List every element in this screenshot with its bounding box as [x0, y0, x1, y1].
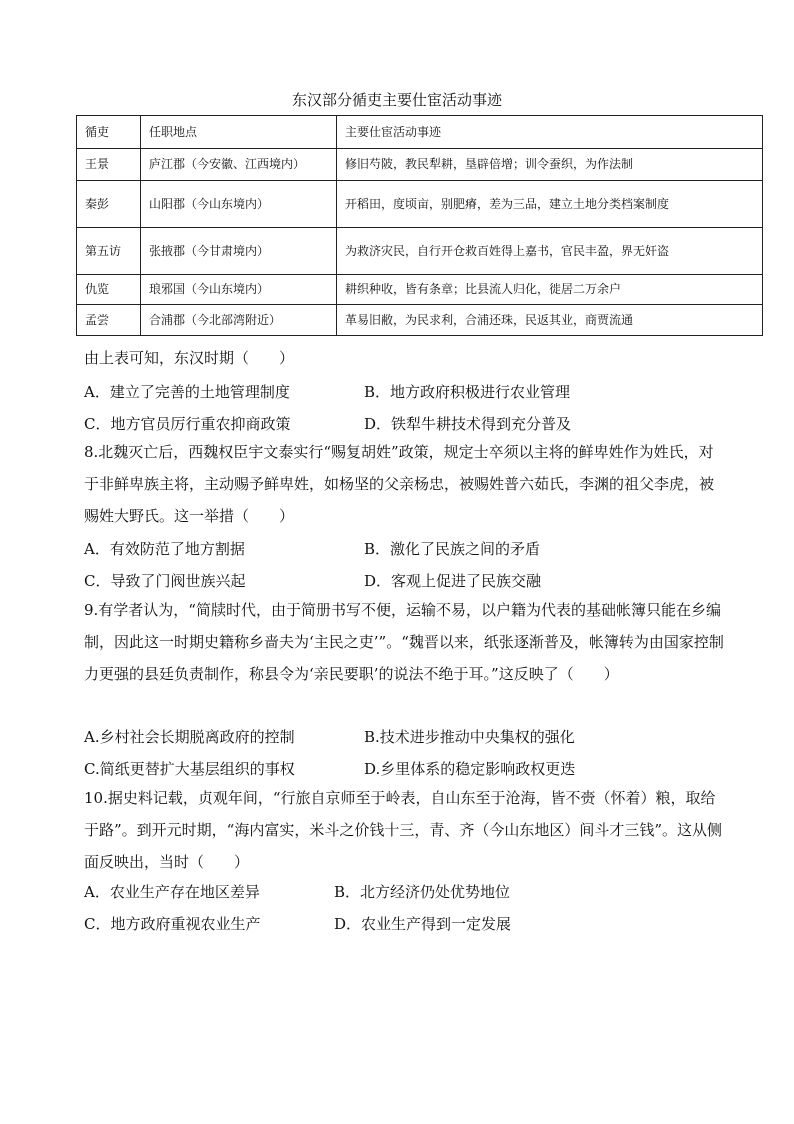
header-official: 循吏 — [77, 116, 141, 149]
q9-option-a[interactable]: A.乡村社会长期脱离政府的控制 — [84, 728, 295, 746]
q10-option-b[interactable]: B．北方经济仍处优势地位 — [334, 883, 511, 901]
q9-stem: 9.有学者认为，“简牍时代，由于简册书写不便，运输不易，以户籍为代表的基础帐簿只能在乡编制，因此这一时期史籍称乡啬夫为‘主民之吏’”。“魏晋以来，纸张逐渐普及，帐簿转为由国家控制力更强的县廷负责制作，称县令为‘亲民要职’的说法不绝于耳。”这反映了（ ） — [84, 601, 724, 683]
official-location: 合浦郡（今北部湾附近） — [141, 305, 337, 336]
q7-option-d[interactable]: D．铁犁牛耕技术得到充分普及 — [364, 415, 572, 433]
header-location: 任职地点 — [141, 116, 337, 149]
q10-option-a[interactable]: A．农业生产存在地区差异 — [84, 883, 260, 901]
table-row — [77, 149, 763, 181]
official-deeds: 耕织种收，皆有条章；比县流人归化，徙居二万余户 — [337, 275, 763, 305]
official-location: 山阳郡（今山东境内） — [141, 181, 337, 228]
q8-option-a[interactable]: A．有效防范了地方割据 — [84, 540, 245, 558]
q10-option-c[interactable]: C．地方政府重视农业生产 — [84, 915, 261, 933]
q8-option-c[interactable]: C．导致了门阀世族兴起 — [84, 572, 246, 590]
q9-option-d[interactable]: D.乡里体系的稳定影响政权更迭 — [364, 760, 576, 778]
official-name: 秦彭 — [77, 181, 141, 228]
official-name: 第五访 — [77, 228, 141, 275]
q9-option-c[interactable]: C.简纸更替扩大基层组织的事权 — [84, 760, 295, 778]
table-header-row — [77, 116, 763, 149]
official-deeds: 修旧芍陂，教民犁耕，垦辟倍增；训令蚕织，为作法制 — [337, 149, 763, 181]
official-name: 孟尝 — [77, 305, 141, 336]
official-location: 庐江郡（今安徽、江西境内） — [141, 149, 337, 181]
table-title: 东汉部分循吏主要仕宦活动事迹 — [291, 91, 502, 109]
officials-table — [76, 115, 763, 336]
q7-option-b[interactable]: B．地方政府积极进行农业管理 — [364, 383, 571, 401]
table-row — [77, 228, 763, 275]
official-deeds: 革易旧敝，为民求利，合浦还珠，民返其业，商贾流通 — [337, 305, 763, 336]
official-location: 张掖郡（今甘肃境内） — [141, 228, 337, 275]
q7-option-c[interactable]: C．地方官员厉行重农抑商政策 — [84, 415, 291, 433]
official-location: 琅邪国（今山东境内） — [141, 275, 337, 305]
q8-option-d[interactable]: D．客观上促进了民族交融 — [364, 572, 542, 590]
q7-option-a[interactable]: A．建立了完善的土地管理制度 — [84, 383, 290, 401]
official-name: 仇览 — [77, 275, 141, 305]
q7-stem: 由上表可知，东汉时期（ ） — [84, 349, 295, 367]
q8-stem: 8.北魏灭亡后，西魏权臣宇文泰实行“赐复胡姓”政策，规定士卒须以主将的鲜卑姓作为姓氏，对于非鲜卑族主将，主动赐予鲜卑姓，如杨坚的父亲杨忠，被赐姓普六茹氏，李渊的祖父李虎，被赐姓大野氏。这一举措（ ） — [84, 443, 715, 525]
q10-stem: 10.据史料记载，贞观年间，“行旅自京师至于岭表，自山东至于沧海，皆不赍（怀着）粮，取给于路”。到开元时期，“海内富实，米斗之价钱十三，青、齐（今山东地区）间斗才三钱”。这从侧面反映出，当时（ ） — [84, 789, 723, 871]
q8-option-b[interactable]: B．激化了民族之间的矛盾 — [364, 540, 541, 558]
header-deeds: 主要仕宦活动事迹 — [337, 116, 763, 149]
official-name: 王景 — [77, 149, 141, 181]
q9-option-b[interactable]: B.技术进步推动中央集权的强化 — [364, 728, 575, 746]
table-row — [77, 275, 763, 305]
q10-option-d[interactable]: D．农业生产得到一定发展 — [334, 915, 512, 933]
official-deeds: 为救济灾民，自行开仓救百姓得上嘉书，官民丰盈，界无奸盗 — [337, 228, 763, 275]
table-row — [77, 181, 763, 228]
official-deeds: 开稻田，度顷亩，别肥瘠，差为三品，建立土地分类档案制度 — [337, 181, 763, 228]
table-row — [77, 305, 763, 336]
